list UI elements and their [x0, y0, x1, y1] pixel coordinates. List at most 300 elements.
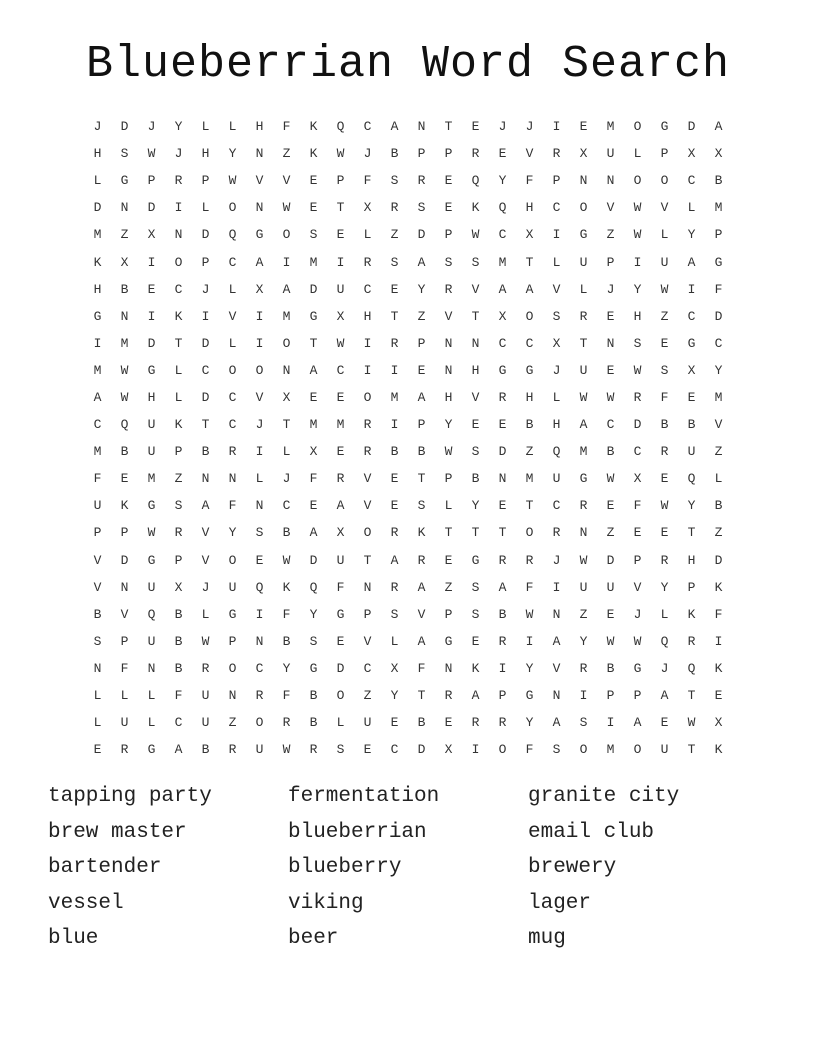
grid-letter: L — [93, 688, 102, 704]
grid-letter: V — [471, 281, 480, 297]
grid-letter: S — [417, 498, 426, 514]
grid-letter: K — [174, 417, 183, 433]
grid-letter: X — [687, 362, 696, 378]
grid-letter: F — [228, 498, 237, 514]
grid-letter: N — [444, 362, 453, 378]
grid-letter: U — [228, 579, 237, 595]
grid-letter: D — [201, 227, 210, 243]
grid-letter: B — [201, 742, 210, 758]
grid-letter: X — [255, 281, 264, 297]
grid-letter: L — [282, 444, 291, 460]
grid-letter: X — [444, 742, 453, 758]
grid-letter: S — [390, 173, 399, 189]
grid-letter: T — [579, 335, 588, 351]
grid-letter: I — [93, 335, 102, 351]
grid-letter: U — [336, 552, 345, 568]
grid-letter: L — [228, 335, 237, 351]
word-list-item: blue — [48, 927, 99, 951]
grid-letter: A — [633, 715, 642, 731]
grid-letter: J — [93, 119, 102, 135]
grid-letter: V — [552, 281, 561, 297]
grid-letter: P — [606, 254, 615, 270]
grid-letter: A — [309, 525, 318, 541]
grid-letter: M — [606, 119, 615, 135]
grid-letter: N — [417, 119, 426, 135]
grid-letter: A — [390, 552, 399, 568]
grid-letter: C — [93, 417, 102, 433]
grid-row — [84, 140, 732, 167]
grid-letter: P — [93, 525, 102, 541]
grid-letter: A — [498, 579, 507, 595]
grid-letter: T — [363, 552, 372, 568]
grid-letter: C — [255, 660, 264, 676]
grid-letter: C — [390, 742, 399, 758]
grid-letter: A — [174, 742, 183, 758]
grid-letter: M — [525, 471, 534, 487]
grid-letter: A — [309, 362, 318, 378]
grid-letter: B — [282, 525, 291, 541]
grid-letter: G — [633, 660, 642, 676]
grid-letter: M — [309, 254, 318, 270]
grid-letter: C — [228, 254, 237, 270]
grid-letter: Y — [525, 715, 534, 731]
grid-letter: A — [417, 633, 426, 649]
grid-letter: E — [633, 525, 642, 541]
grid-letter: U — [660, 742, 669, 758]
grid-letter: A — [201, 498, 210, 514]
grid-letter: Y — [687, 498, 696, 514]
grid-letter: E — [444, 715, 453, 731]
grid-letter: B — [606, 444, 615, 460]
grid-letter: O — [633, 173, 642, 189]
grid-letter: K — [309, 146, 318, 162]
grid-letter: E — [390, 498, 399, 514]
grid-letter: Z — [363, 688, 372, 704]
grid-letter: V — [201, 525, 210, 541]
grid-letter: K — [714, 742, 723, 758]
grid-letter: E — [390, 281, 399, 297]
grid-letter: R — [471, 146, 480, 162]
grid-letter: U — [147, 579, 156, 595]
grid-letter: H — [552, 417, 561, 433]
grid-letter: E — [390, 471, 399, 487]
grid-letter: I — [390, 417, 399, 433]
grid-letter: B — [498, 606, 507, 622]
grid-letter: E — [606, 308, 615, 324]
grid-row — [84, 736, 732, 763]
grid-letter: S — [471, 579, 480, 595]
word-list — [48, 779, 768, 957]
grid-letter: N — [282, 362, 291, 378]
grid-letter: C — [498, 227, 507, 243]
grid-letter: B — [417, 444, 426, 460]
grid-row — [84, 167, 732, 194]
grid-letter: R — [579, 498, 588, 514]
grid-letter: F — [525, 579, 534, 595]
grid-letter: I — [255, 606, 264, 622]
grid-letter: U — [336, 281, 345, 297]
grid-letter: E — [471, 633, 480, 649]
grid-letter: U — [579, 254, 588, 270]
grid-letter: Q — [660, 633, 669, 649]
grid-letter: L — [336, 715, 345, 731]
grid-row — [84, 601, 732, 628]
grid-letter: E — [309, 498, 318, 514]
grid-letter: O — [255, 362, 264, 378]
grid-letter: L — [255, 471, 264, 487]
grid-letter: F — [120, 660, 129, 676]
grid-letter: G — [120, 173, 129, 189]
grid-letter: O — [228, 200, 237, 216]
grid-letter: T — [444, 525, 453, 541]
grid-letter: R — [390, 335, 399, 351]
grid-row — [84, 682, 732, 709]
grid-letter: D — [714, 308, 723, 324]
grid-letter: W — [201, 633, 210, 649]
grid-letter: W — [633, 362, 642, 378]
grid-letter: E — [498, 146, 507, 162]
grid-letter: E — [660, 471, 669, 487]
grid-row — [84, 357, 732, 384]
grid-letter: R — [498, 715, 507, 731]
grid-letter: L — [552, 389, 561, 405]
grid-letter: J — [201, 281, 210, 297]
grid-letter: W — [579, 552, 588, 568]
grid-letter: S — [633, 335, 642, 351]
grid-letter: S — [336, 742, 345, 758]
grid-letter: T — [498, 525, 507, 541]
grid-letter: G — [93, 308, 102, 324]
grid-letter: A — [282, 281, 291, 297]
grid-letter: D — [120, 552, 129, 568]
grid-letter: L — [552, 254, 561, 270]
grid-letter: L — [147, 688, 156, 704]
grid-letter: O — [498, 742, 507, 758]
grid-letter: W — [525, 606, 534, 622]
grid-letter: W — [147, 525, 156, 541]
grid-letter: F — [93, 471, 102, 487]
grid-letter: Z — [390, 227, 399, 243]
grid-letter: E — [444, 173, 453, 189]
grid-letter: C — [228, 417, 237, 433]
grid-letter: B — [471, 471, 480, 487]
grid-letter: A — [336, 498, 345, 514]
grid-letter: G — [660, 119, 669, 135]
page-title: Blueberrian Word Search — [85, 39, 731, 90]
grid-letter: X — [687, 146, 696, 162]
grid-row — [84, 655, 732, 682]
grid-letter: I — [552, 119, 561, 135]
grid-letter: U — [147, 417, 156, 433]
grid-letter: V — [255, 389, 264, 405]
grid-letter: T — [687, 525, 696, 541]
grid-letter: R — [444, 281, 453, 297]
grid-letter: I — [255, 335, 264, 351]
grid-letter: N — [201, 471, 210, 487]
grid-letter: K — [417, 525, 426, 541]
grid-letter: V — [93, 552, 102, 568]
grid-letter: W — [471, 227, 480, 243]
grid-letter: Z — [174, 471, 183, 487]
word-list-item: beer — [288, 927, 339, 951]
grid-row — [84, 248, 732, 275]
grid-letter: K — [471, 660, 480, 676]
grid-letter: B — [660, 417, 669, 433]
grid-letter: P — [417, 335, 426, 351]
grid-letter: P — [228, 633, 237, 649]
grid-letter: K — [714, 660, 723, 676]
grid-letter: G — [444, 633, 453, 649]
grid-letter: V — [714, 417, 723, 433]
grid-row — [84, 384, 732, 411]
grid-letter: O — [174, 254, 183, 270]
grid-letter: P — [687, 579, 696, 595]
grid-letter: L — [147, 715, 156, 731]
grid-letter: I — [363, 335, 372, 351]
grid-letter: D — [336, 660, 345, 676]
grid-letter: F — [525, 173, 534, 189]
grid-letter: C — [201, 362, 210, 378]
grid-letter: N — [120, 308, 129, 324]
grid-letter: Z — [228, 715, 237, 731]
grid-letter: X — [363, 200, 372, 216]
grid-letter: I — [633, 254, 642, 270]
grid-letter: E — [579, 119, 588, 135]
grid-letter: D — [417, 227, 426, 243]
grid-letter: S — [444, 254, 453, 270]
grid-letter: H — [525, 200, 534, 216]
grid-letter: Y — [498, 173, 507, 189]
grid-row — [84, 303, 732, 330]
grid-letter: B — [714, 173, 723, 189]
grid-letter: A — [498, 281, 507, 297]
grid-letter: A — [579, 417, 588, 433]
grid-letter: B — [606, 660, 615, 676]
grid-letter: B — [309, 715, 318, 731]
grid-letter: R — [363, 254, 372, 270]
grid-letter: C — [174, 715, 183, 731]
grid-letter: M — [93, 444, 102, 460]
grid-letter: Y — [228, 146, 237, 162]
grid-letter: W — [147, 146, 156, 162]
grid-letter: U — [606, 579, 615, 595]
grid-letter: J — [363, 146, 372, 162]
grid-letter: Z — [282, 146, 291, 162]
grid-letter: C — [228, 389, 237, 405]
grid-letter: N — [363, 579, 372, 595]
grid-letter: V — [471, 389, 480, 405]
grid-letter: D — [633, 417, 642, 433]
grid-letter: I — [552, 227, 561, 243]
grid-letter: H — [255, 119, 264, 135]
grid-letter: A — [687, 254, 696, 270]
grid-letter: E — [309, 200, 318, 216]
grid-letter: G — [228, 606, 237, 622]
grid-letter: P — [120, 525, 129, 541]
grid-letter: O — [363, 389, 372, 405]
grid-letter: U — [201, 688, 210, 704]
grid-letter: E — [147, 281, 156, 297]
grid-letter: T — [336, 200, 345, 216]
grid-letter: J — [255, 417, 264, 433]
grid-letter: E — [309, 173, 318, 189]
grid-letter: W — [606, 389, 615, 405]
grid-letter: P — [201, 173, 210, 189]
word-list-item: lager — [528, 891, 592, 915]
grid-letter: L — [174, 389, 183, 405]
grid-letter: W — [282, 200, 291, 216]
grid-letter: R — [336, 471, 345, 487]
grid-row — [84, 194, 732, 221]
grid-letter: B — [174, 660, 183, 676]
grid-letter: X — [552, 335, 561, 351]
grid-letter: M — [120, 335, 129, 351]
grid-letter: E — [606, 498, 615, 514]
word-list-item: email club — [528, 820, 655, 844]
grid-letter: J — [552, 552, 561, 568]
grid-letter: H — [471, 362, 480, 378]
grid-letter: R — [255, 688, 264, 704]
grid-letter: Q — [228, 227, 237, 243]
grid-row — [84, 438, 732, 465]
grid-letter: V — [201, 552, 210, 568]
grid-letter: R — [390, 200, 399, 216]
grid-letter: U — [552, 471, 561, 487]
grid-letter: R — [660, 444, 669, 460]
grid-letter: E — [363, 742, 372, 758]
grid-letter: S — [471, 606, 480, 622]
grid-letter: A — [390, 119, 399, 135]
grid-letter: Y — [471, 498, 480, 514]
grid-letter: A — [525, 281, 534, 297]
grid-letter: Z — [714, 525, 723, 541]
grid-letter: M — [147, 471, 156, 487]
grid-letter: Z — [417, 308, 426, 324]
grid-letter: U — [606, 146, 615, 162]
grid-letter: R — [228, 742, 237, 758]
grid-letter: O — [660, 173, 669, 189]
grid-letter: U — [147, 633, 156, 649]
grid-letter: K — [687, 606, 696, 622]
grid-letter: Y — [228, 525, 237, 541]
grid-letter: W — [444, 444, 453, 460]
grid-letter: S — [660, 362, 669, 378]
grid-letter: I — [552, 579, 561, 595]
grid-letter: B — [390, 444, 399, 460]
grid-letter: C — [687, 308, 696, 324]
grid-letter: F — [660, 389, 669, 405]
grid-letter: C — [336, 362, 345, 378]
grid-letter: L — [228, 119, 237, 135]
grid-letter: Z — [525, 444, 534, 460]
grid-letter: V — [228, 308, 237, 324]
grid-letter: K — [120, 498, 129, 514]
grid-letter: N — [579, 173, 588, 189]
grid-letter: C — [363, 119, 372, 135]
grid-letter: L — [633, 146, 642, 162]
grid-letter: C — [552, 498, 561, 514]
grid-letter: C — [363, 660, 372, 676]
grid-letter: L — [363, 227, 372, 243]
grid-letter: S — [309, 633, 318, 649]
grid-letter: R — [390, 579, 399, 595]
grid-letter: S — [552, 742, 561, 758]
grid-letter: M — [93, 362, 102, 378]
grid-letter: S — [174, 498, 183, 514]
grid-letter: L — [660, 606, 669, 622]
grid-letter: R — [471, 715, 480, 731]
grid-letter: L — [444, 498, 453, 514]
grid-letter: R — [633, 389, 642, 405]
grid-letter: C — [363, 281, 372, 297]
grid-letter: W — [606, 633, 615, 649]
grid-letter: Q — [309, 579, 318, 595]
grid-row — [84, 465, 732, 492]
grid-letter: I — [255, 308, 264, 324]
grid-letter: I — [471, 742, 480, 758]
grid-letter: N — [579, 525, 588, 541]
grid-letter: Y — [660, 579, 669, 595]
grid-letter: T — [174, 335, 183, 351]
grid-letter: U — [579, 362, 588, 378]
grid-letter: P — [174, 552, 183, 568]
grid-letter: I — [282, 254, 291, 270]
grid-letter: O — [633, 119, 642, 135]
grid-letter: D — [687, 119, 696, 135]
grid-letter: A — [417, 254, 426, 270]
grid-letter: O — [525, 525, 534, 541]
grid-letter: R — [660, 552, 669, 568]
grid-letter: N — [255, 633, 264, 649]
grid-letter: N — [255, 200, 264, 216]
grid-letter: P — [498, 688, 507, 704]
grid-letter: L — [201, 606, 210, 622]
grid-letter: G — [525, 688, 534, 704]
grid-letter: E — [417, 362, 426, 378]
grid-letter: W — [120, 362, 129, 378]
grid-letter: H — [93, 146, 102, 162]
grid-letter: N — [471, 335, 480, 351]
grid-letter: P — [444, 146, 453, 162]
grid-letter: I — [201, 308, 210, 324]
grid-letter: F — [525, 742, 534, 758]
grid-letter: E — [444, 552, 453, 568]
word-list-item: bartender — [48, 856, 162, 880]
grid-letter: O — [228, 552, 237, 568]
grid-letter: E — [498, 417, 507, 433]
grid-letter: I — [606, 715, 615, 731]
grid-letter: F — [282, 688, 291, 704]
grid-letter: N — [93, 660, 102, 676]
grid-row — [84, 628, 732, 655]
grid-letter: O — [363, 525, 372, 541]
grid-letter: O — [282, 335, 291, 351]
grid-letter: P — [660, 146, 669, 162]
grid-letter: E — [309, 389, 318, 405]
grid-letter: W — [336, 146, 345, 162]
grid-letter: A — [552, 633, 561, 649]
grid-letter: C — [687, 173, 696, 189]
grid-letter: X — [498, 308, 507, 324]
grid-letter: J — [498, 119, 507, 135]
grid-letter: P — [147, 173, 156, 189]
grid-letter: X — [714, 715, 723, 731]
grid-letter: H — [93, 281, 102, 297]
grid-letter: F — [309, 471, 318, 487]
grid-letter: N — [228, 688, 237, 704]
grid-letter: Q — [552, 444, 561, 460]
grid-letter: A — [417, 389, 426, 405]
